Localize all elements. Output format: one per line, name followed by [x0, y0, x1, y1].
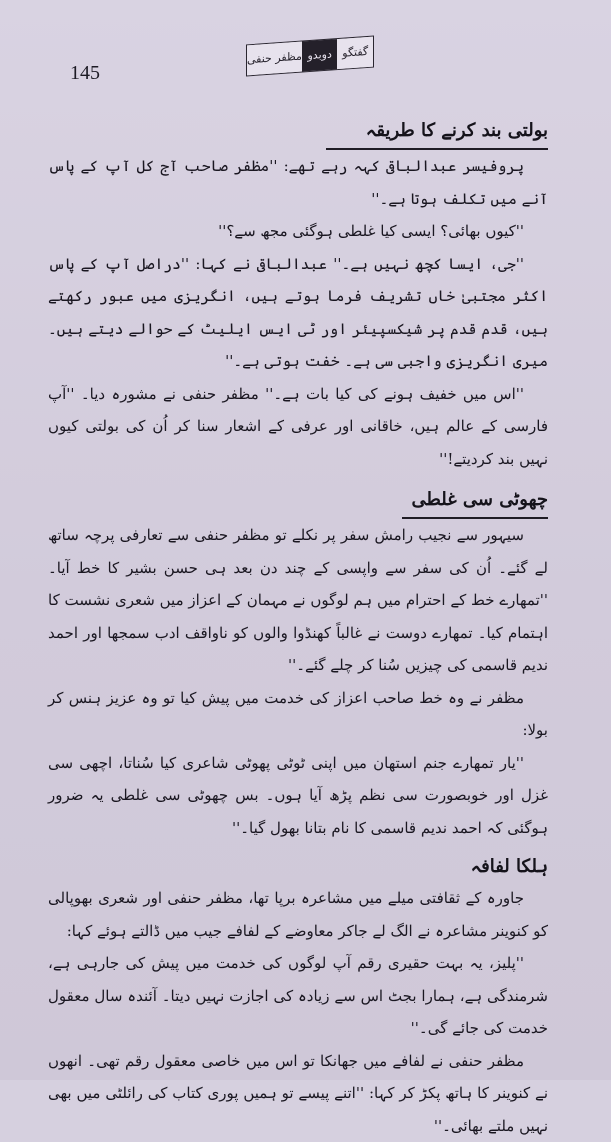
paragraph: جاورہ کے ثقافتی میلے میں مشاعرہ برپا تھا، مظفر حنفی اور شعری بھوپالی کو کنوینر مشاعرہ نے الگ لے جاکر معاوضے کے لفافے جیب میں ڈالتے ہوئے کہا: — [48, 882, 548, 947]
paragraph: مظفر نے وہ خط صاحب اعزاز کی خدمت میں پیش کیا تو وہ عزیز ہنس کر بولا: — [48, 682, 548, 747]
paragraph: ''یار تمھارے جنم استھان میں اپنی ٹوٹی پھوٹی شاعری کیا سُناتا، اچھی سی غزل اور خوبصورت سی نظم پڑھ آیا ہوں۔ بس چھوٹی سی غلطی یہ ضرور ہوگئی کہ احمد ندیم قاسمی کا نام بتانا بھول گیا۔'' — [48, 747, 548, 845]
logo-word-1: گفتگو — [337, 37, 373, 69]
paragraph: ''کیوں بھائی؟ ایسی کیا غلطی ہوگئی مجھ سے؟'' — [48, 215, 548, 248]
paragraph: ''اس میں خفیف ہونے کی کیا بات ہے۔'' مظفر حنفی نے مشورہ دیا۔ ''آپ فارسی کے عالم ہیں، خاقانی اور عرفی کے اشعار سنا کر اُن کی بولتی کیوں نہیں بند کردیتے!'' — [48, 378, 548, 476]
article-body — [48, 110, 548, 1060]
paragraph: پروفیسر عبدالباقی کہہ رہے تھے: ''مظفر صاحب آج کل آپ کے پاس آنے میں تکلف ہوتا ہے۔'' — [48, 150, 548, 215]
section-title-ghalti: چھوٹی سی غلطی — [402, 485, 549, 519]
paragraph: سیہور سے نجیب رامش سفر پر نکلے تو مظفر حنفی سے تعارفی پرچہ ساتھ لے گئے۔ اُن کی سفر سے واپسی کے چند دن بعد ہی حسن بشیر کا خط آیا۔ ''تمھارے خط کے احترام میں ہم لوگوں نے مہمان کے اعزاز میں شعری نشست کا اہتمام کیا۔ تمھارے دوست نے غالباً کھنڈوا والوں کو ناواقف ادب سمجھا اور احمد ندیم قاسمی کی چیزیں سُنا کر چلے گئے۔'' — [48, 519, 548, 682]
logo-word-3: مظفر حنفی — [247, 42, 302, 76]
logo-word-2: دوبدو — [302, 39, 338, 71]
section-title-lifafa: ہلکا لفافہ — [471, 852, 548, 882]
section-title-bolti: بولتی بند کرنے کا طریقہ — [326, 116, 548, 150]
paragraph: ''جی، ایسا کچھ نہیں ہے۔'' عبدالباقی نے کہا: ''دراصل آپ کے پاس اکثر مجتبیٰ خاں تشریف فرما ہوتے ہیں، انگریزی میں عبور رکھتے ہیں، قدم قدم پر شیکسپیئر اور ٹی ایس ایلیٹ کے حوالے دیتے ہیں۔ میری انگریزی واجبی سی ہے۔ خفت ہوتی ہے۔'' — [48, 248, 548, 378]
paragraph: ''پلیز، یہ بہت حقیری رقم آپ لوگوں کی خدمت میں پیش کی جارہی ہے، شرمندگی ہے، ہمارا بجٹ اس سے زیادہ کی اجازت نہیں دیتا۔ آئندہ سال معقول خدمت کی جائے گی۔'' — [48, 947, 548, 1045]
page-number: 145 — [70, 62, 100, 85]
paragraph: مظفر حنفی نے لفافے میں جھانکا تو اس میں خاصی معقول رقم تھی۔ انھوں نے کنوینر کا ہاتھ پکڑ کر کہا: ''اتنے پیسے تو ہمیں پوری کتاب کی رائلٹی میں بھی نہیں ملتے بھائی۔'' — [48, 1045, 548, 1142]
